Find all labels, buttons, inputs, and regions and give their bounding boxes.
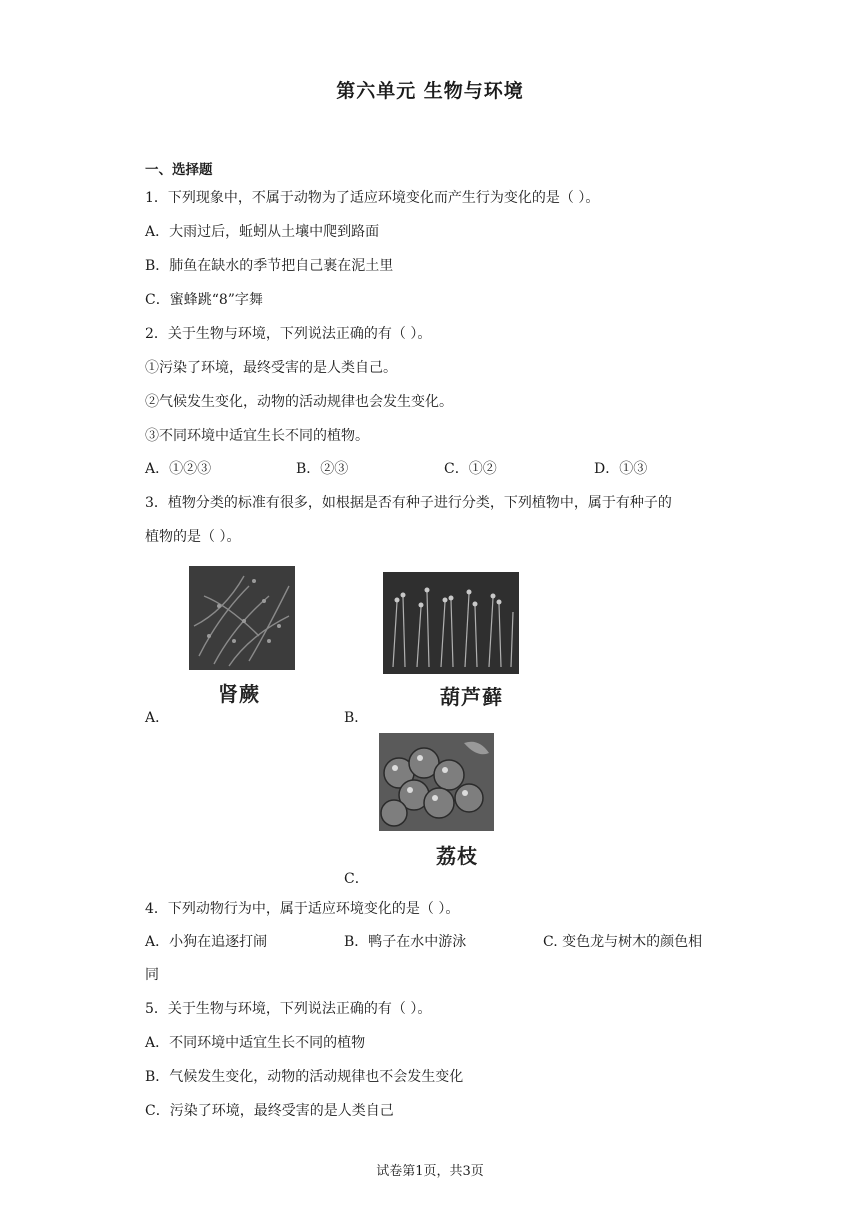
question-5-option-b: B．气候发生变化，动物的活动规律也不会发生变化 (145, 1069, 464, 1085)
question-4-option-b: B．鸭子在水中游泳 (344, 934, 467, 950)
question-5-option-c: C．污染了环境，最终受害的是人类自己 (145, 1103, 394, 1119)
question-5-stem: 5．关于生物与环境，下列说法正确的有（ ）。 (145, 1001, 432, 1017)
question-1-option-b: B．肺鱼在缺水的季节把自己裹在泥土里 (145, 258, 394, 274)
question-1-option-c: C．蜜蜂跳“8”字舞 (145, 292, 263, 308)
question-2-option-c: C．①② (444, 461, 497, 477)
question-2-statement-1: ①污染了环境，最终受害的是人类自己。 (145, 360, 397, 376)
question-2-statement-3: ③不同环境中适宜生长不同的植物。 (145, 428, 369, 444)
section-heading: 一、选择题 (145, 162, 213, 178)
question-2-stem: 2．关于生物与环境，下列说法正确的有（ ）。 (145, 326, 432, 342)
question-4-stem: 4．下列动物行为中，属于适应环境变化的是（ ）。 (145, 901, 460, 917)
question-4-option-c: C. 变色龙与树木的颜色相 (543, 934, 703, 950)
question-3-option-b-label: B． (344, 710, 369, 726)
moss-caption: 葫芦藓 (440, 685, 503, 709)
question-3-option-c-label: C． (344, 871, 369, 887)
fern-caption: 肾蕨 (218, 682, 260, 706)
question-2-option-a: A．①②③ (145, 461, 212, 477)
lychee-image (379, 733, 494, 831)
question-5-option-a: A．不同环境中适宜生长不同的植物 (145, 1035, 366, 1051)
question-4-option-c-continued: 同 (145, 967, 159, 983)
lychee-caption: 荔枝 (436, 844, 478, 868)
page-footer: 试卷第1页，共3页 (376, 1164, 484, 1179)
question-3-stem-line-2: 植物的是（ ）。 (145, 529, 241, 545)
question-3-stem-line-1: 3．植物分类的标准有很多，如根据是否有种子进行分类，下列植物中，属于有种子的 (145, 495, 672, 511)
page-title: 第六单元 生物与环境 (336, 80, 524, 102)
question-3-option-a-label: A． (145, 710, 170, 726)
fern-image (189, 566, 295, 670)
question-1-stem: 1．下列现象中，不属于动物为了适应环境变化而产生行为变化的是（ ）。 (145, 190, 600, 206)
question-1-option-a: A．大雨过后，蚯蚓从土壤中爬到路面 (145, 224, 380, 240)
question-4-option-a: A．小狗在追逐打闹 (145, 934, 268, 950)
question-2-option-d: D．①③ (594, 461, 648, 477)
moss-image (383, 572, 519, 674)
question-2-statement-2: ②气候发生变化，动物的活动规律也会发生变化。 (145, 394, 453, 410)
question-2-option-b: B．②③ (296, 461, 349, 477)
